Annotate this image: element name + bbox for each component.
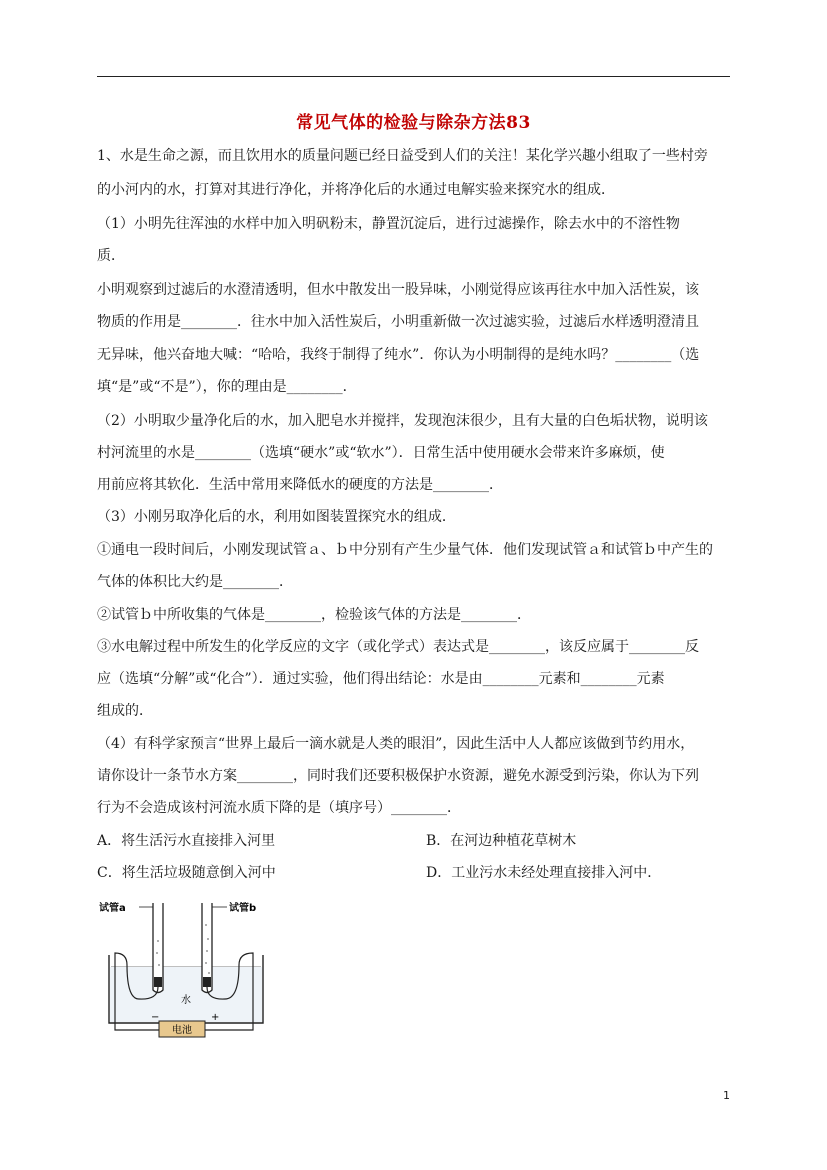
- question-line: 物质的作用是________．往水中加入活性炭后，小明重新做一次过滤实验，过滤后水样透明澄清且: [97, 314, 699, 330]
- tube-b-label: 试管b: [229, 903, 257, 914]
- question-line: 质．: [97, 248, 125, 264]
- question-line: 行为不会造成该村河流水质下降的是（填序号）________．: [97, 800, 461, 816]
- question-line: （3）小刚另取净化后的水，利用如图装置探究水的组成．: [97, 509, 456, 525]
- question-line: 无异味，他兴奋地大喊：“哈哈，我终于制得了纯水”．你认为小明制得的是纯水吗？________（选: [97, 347, 700, 363]
- page-number: 1: [723, 1089, 730, 1102]
- water-label: 水: [181, 995, 191, 1006]
- battery-label: 电池: [172, 1025, 192, 1036]
- question-line: 应（选填“分解”或“化合”）．通过实验，他们得出结论：水是由________元素和________元素: [97, 671, 665, 687]
- question-line: ②试管ｂ中所收集的气体是________，检验该气体的方法是________．: [97, 607, 531, 623]
- tube-a-label: 试管a: [99, 903, 126, 914]
- header-rule: [97, 76, 730, 77]
- page-title: 常见气体的检验与除杂方法83: [296, 113, 531, 133]
- question-line: ①通电一段时间后，小刚发现试管ａ、ｂ中分别有产生少量气体．他们发现试管ａ和试管ｂ中产生的: [97, 542, 713, 558]
- option-d: D．工业污水未经处理直接排入河中．: [426, 865, 662, 881]
- question-line: （1）小明先往浑浊的水样中加入明矾粉末，静置沉淀后，进行过滤操作，除去水中的不溶性物: [97, 216, 680, 232]
- question-line: 气体的体积比大约是________．: [97, 574, 293, 590]
- option-c: C．将生活垃圾随意倒入河中: [97, 865, 276, 881]
- question-line: （4）有科学家预言“世界上最后一滴水就是人类的眼泪”，因此生活中人人都应该做到节约用水，: [97, 736, 695, 752]
- question-line: 组成的．: [97, 703, 153, 719]
- option-b: B．在河边种植花草树木: [426, 833, 577, 849]
- question-line: 请你设计一条节水方案________，同时我们还要积极保护水资源，避免水源受到污染，你认为下列: [97, 768, 699, 784]
- question-line: 用前应将其软化．生活中常用来降低水的硬度的方法是________．: [97, 477, 503, 493]
- electrode-b: [203, 977, 211, 987]
- plus-sign: +: [211, 1012, 220, 1023]
- question-line: 1、水是生命之源，而且饮用水的质量问题已经日益受到人们的关注！某化学兴趣小组取了一些村旁: [97, 148, 708, 164]
- question-line: 的小河内的水，打算对其进行净化，并将净化后的水通过电解实验来探究水的组成．: [97, 182, 615, 198]
- electrolysis-diagram: [97, 895, 272, 1040]
- question-line: 村河流里的水是________（选填“硬水”或“软水”）．日常生活中使用硬水会带来许多麻烦，使: [97, 445, 665, 461]
- electrode-a: [154, 977, 162, 987]
- question-line: （2）小明取少量净化后的水，加入肥皂水并搅拌，发现泡沫很少，且有大量的白色垢状物，说明该: [97, 413, 708, 429]
- question-line: 小明观察到过滤后的水澄清透明，但水中散发出一股异味，小刚觉得应该再往水中加入活性炭，该: [97, 282, 699, 298]
- question-line: ③水电解过程中所发生的化学反应的文字（或化学式）表达式是________，该反应属于________反: [97, 639, 699, 655]
- question-line: 填“是”或“不是”），你的理由是________．: [97, 379, 357, 395]
- minus-sign: −: [151, 1012, 160, 1023]
- option-a: A．将生活污水直接排入河里: [97, 833, 276, 849]
